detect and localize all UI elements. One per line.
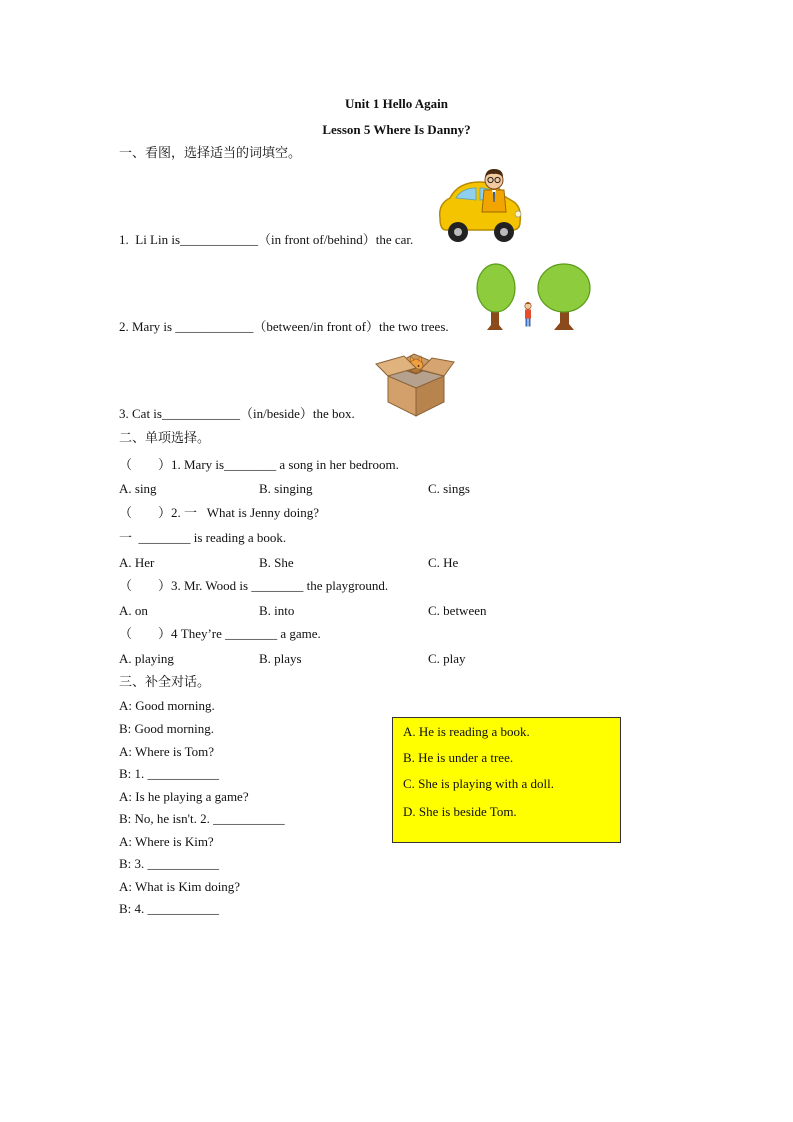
q2-option-c: C. He — [428, 555, 459, 570]
q3-option-c: C. between — [428, 603, 487, 618]
answer-option-a: A. He is reading a book. — [403, 724, 530, 739]
dialogue-line-8: B: 3. ___________ — [119, 856, 220, 871]
q4-option-c: C. play — [428, 651, 466, 666]
q3-stem: （ ）3. Mr. Wood is ________ the playground. — [119, 578, 389, 593]
q4-stem: （ ）4 They’re ________ a game. — [119, 626, 321, 641]
section1-item-3: 3. Cat is____________（in/beside）the box. — [119, 406, 355, 421]
dialogue-line-3: A: Where is Tom? — [119, 744, 215, 759]
section1-item-1: 1. Li Lin is____________（in front of/behind）the car. — [119, 232, 414, 247]
q1-stem: （ ）1. Mary is________ a song in her bedroom. — [119, 457, 399, 472]
q2-option-b: B. She — [259, 555, 294, 570]
dialogue-line-9: A: What is Kim doing? — [119, 879, 241, 894]
q4-option-a: A. playing — [119, 651, 174, 666]
answer-option-d: D. She is beside Tom. — [403, 804, 517, 819]
answer-options-box — [392, 717, 621, 843]
section1-item-2: 2. Mary is ____________（between/in front of）the two trees. — [119, 319, 449, 334]
lesson-title: Lesson 5 Where Is Danny? — [322, 122, 471, 137]
cardboard-box-with-cat-icon — [374, 346, 456, 418]
q1-option-a: A. sing — [119, 481, 157, 496]
dialogue-line-5: A: Is he playing a game? — [119, 789, 249, 804]
section3-heading: 三、补全对话。 — [119, 675, 211, 690]
q1-option-c: C. sings — [428, 481, 470, 496]
dialogue-line-1: A: Good morning. — [119, 698, 215, 713]
dialogue-line-6: B: No, he isn't. 2. ___________ — [119, 811, 285, 826]
section2-heading: 二、单项选择。 — [119, 431, 211, 446]
q2-option-a: A. Her — [119, 555, 155, 570]
dialogue-line-7: A: Where is Kim? — [119, 834, 214, 849]
q3-option-b: B. into — [259, 603, 295, 618]
answer-option-c: C. She is playing with a doll. — [403, 776, 554, 791]
dialogue-line-10: B: 4. ___________ — [119, 901, 220, 916]
answer-option-b: B. He is under a tree. — [403, 750, 514, 765]
unit-title: Unit 1 Hello Again — [345, 96, 448, 111]
q4-option-b: B. plays — [259, 651, 302, 666]
q1-option-b: B. singing — [259, 481, 313, 496]
q2-stem-line2: 一 ________ is reading a book. — [119, 530, 287, 545]
q3-option-a: A. on — [119, 603, 148, 618]
section1-heading: 一、看图，选择适当的词填空。 — [119, 146, 302, 161]
dialogue-line-2: B: Good morning. — [119, 721, 214, 736]
q2-stem: （ ）2. 一 What is Jenny doing? — [119, 505, 320, 520]
two-trees-with-girl-icon — [474, 262, 594, 334]
car-with-boy-icon — [434, 168, 526, 250]
dialogue-line-4: B: 1. ___________ — [119, 766, 220, 781]
